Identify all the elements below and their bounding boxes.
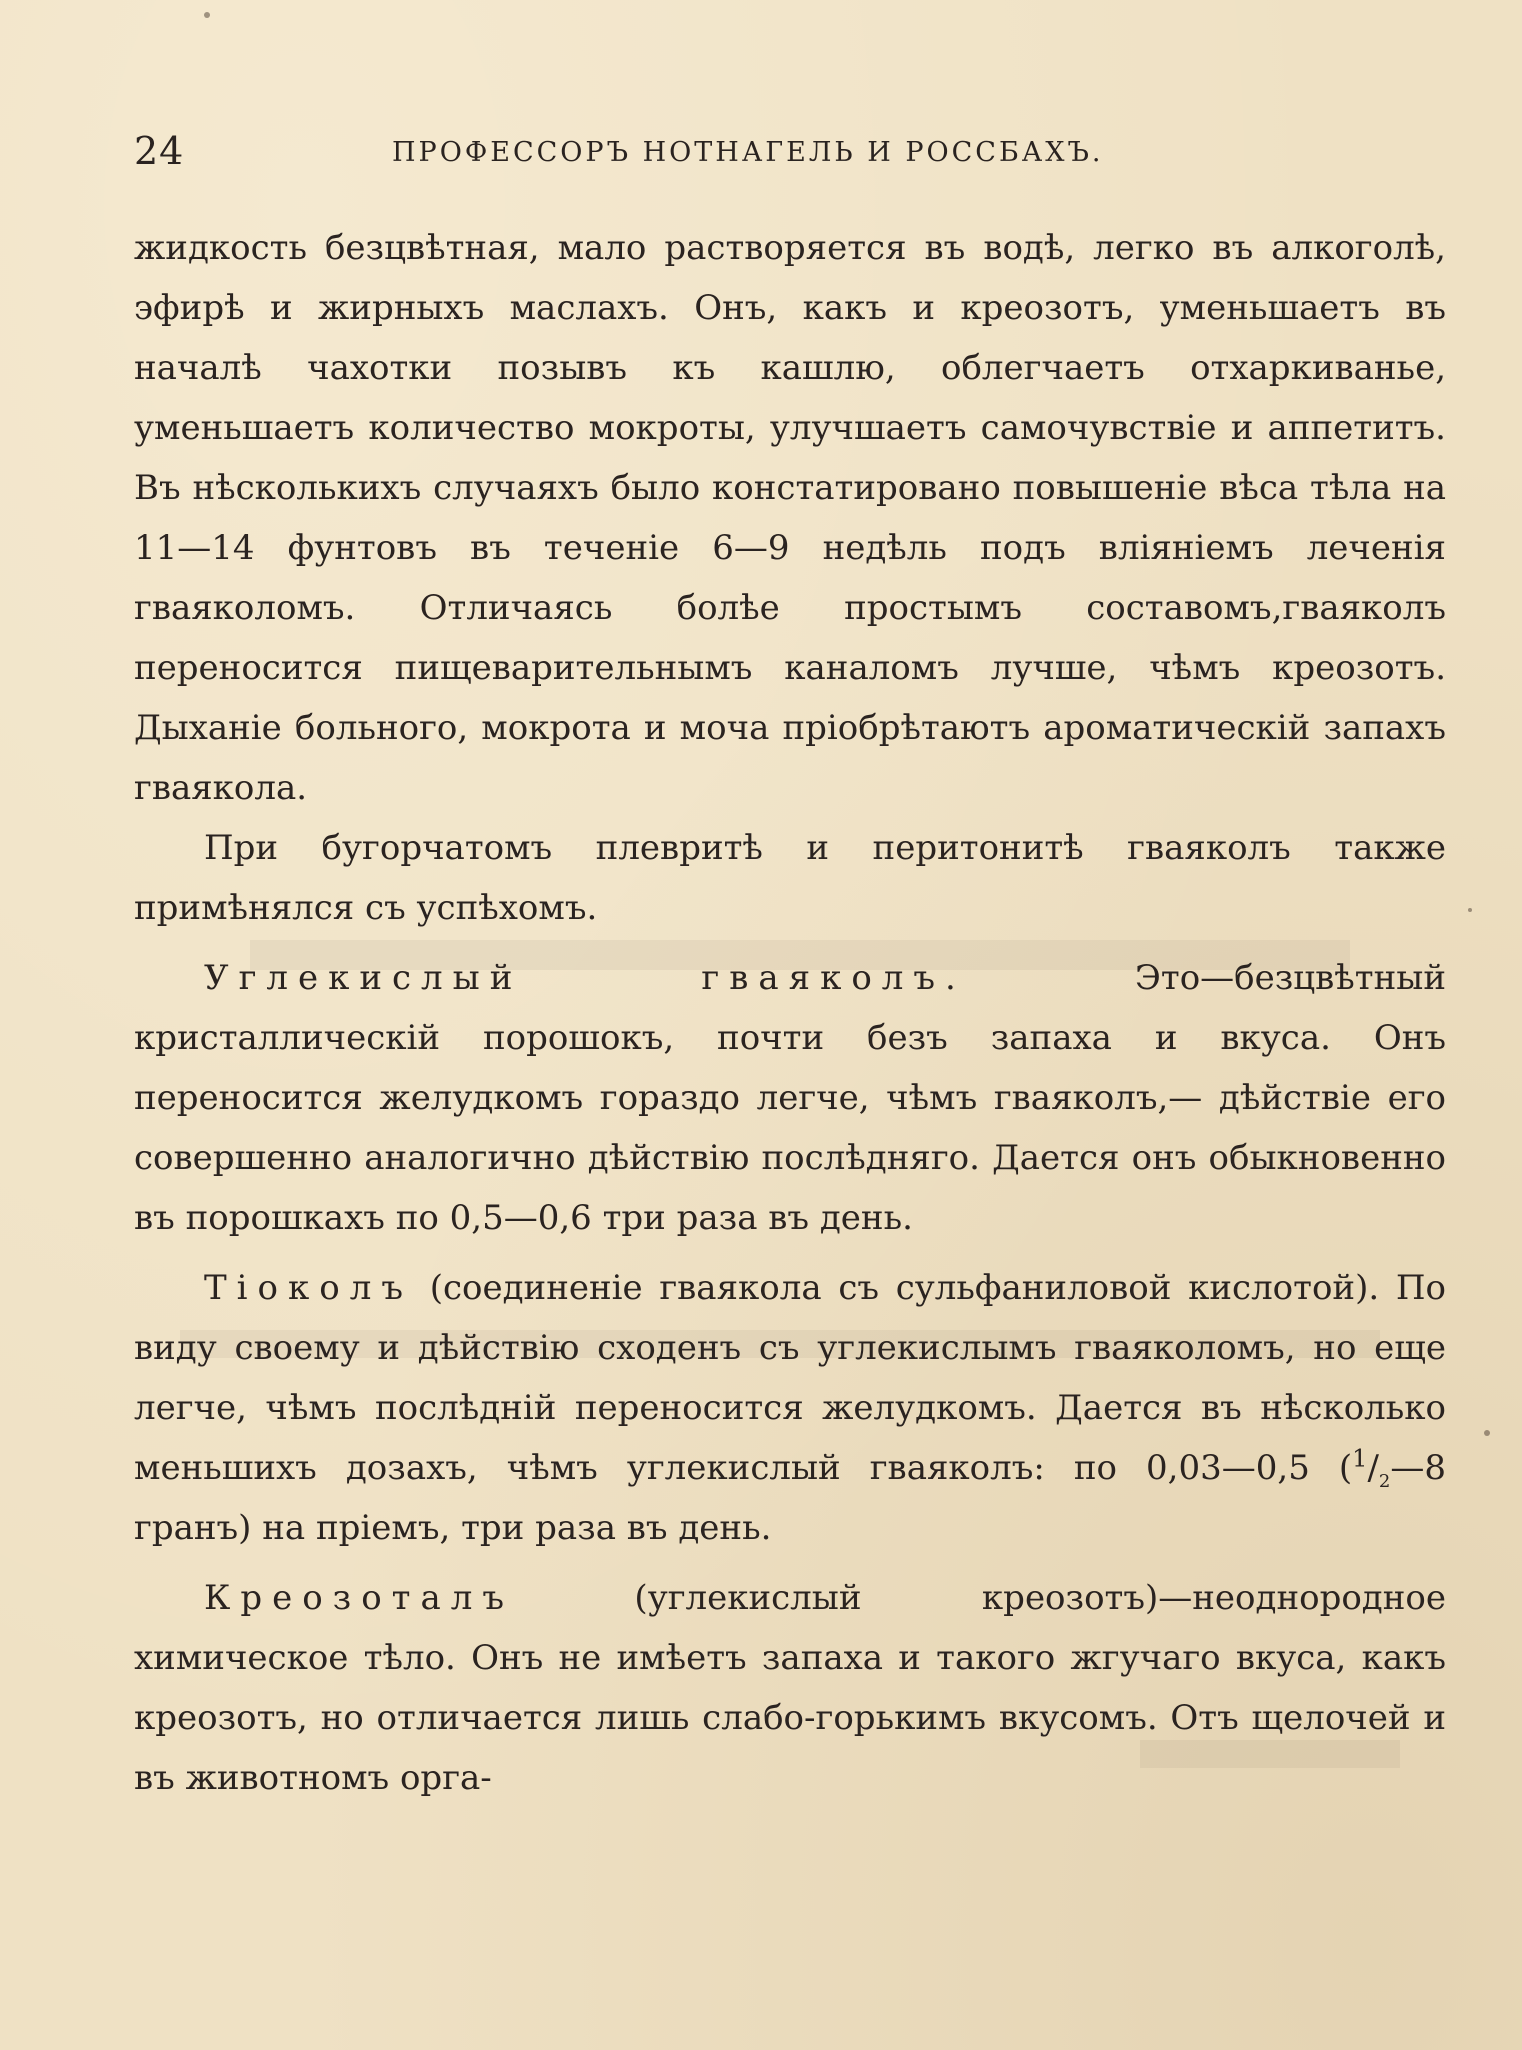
- fraction-numerator: 1: [1352, 1444, 1368, 1473]
- ink-speck: [204, 12, 210, 18]
- running-head: ПРОФЕССОРЪ НОТНАГЕЛЬ И РОССБАХЪ.: [392, 137, 1104, 168]
- term-heading: Креозоталъ: [204, 1578, 514, 1618]
- paragraph-text: —8 гранъ) на пріемъ, три раза въ день.: [134, 1448, 1446, 1548]
- paragraph-text: (углекислый креозотъ)—неоднородное химическое тѣло. Онъ не имѣетъ запаха и такого жгучаго вкуса, какъ креозотъ, но отличается лишь слабо-горькимъ вкусомъ. Отъ щелочей и въ животномъ орга-: [134, 1578, 1446, 1798]
- paragraph-text: Это—безцвѣтный кристаллическій порошокъ, почти безъ запаха и вкуса. Онъ переносится желудкомъ гораздо легче, чѣмъ гваяколъ,— дѣйствіе его совершенно аналогично дѣйствію послѣдняго. Дается онъ обыкновенно въ порошкахъ по 0,5—0,6 три раза въ день.: [134, 958, 1446, 1238]
- paragraph-carbonate-guaiacol: [134, 948, 1446, 1248]
- page-header: [134, 128, 1454, 178]
- paragraph-guaiacol-properties: [134, 218, 1446, 818]
- paragraph-text: жидкость безцвѣтная, мало растворяется въ водѣ, легко въ алкоголѣ, эфирѣ и жирныхъ маслахъ. Онъ, какъ и креозотъ, уменьшаетъ въ началѣ чахотки позывъ къ кашлю, облегчаетъ отхаркиванье, уменьшаетъ количество мокроты, улучшаетъ самочувствіе и аппетитъ. Въ нѣсколькихъ случаяхъ было констатировано повышеніе вѣса тѣла на 11—14 фунтовъ въ теченіе 6—9 недѣль подъ вліяніемъ леченія гваяколомъ. Отличаясь болѣе простымъ составомъ,гваяколъ переносится пищеварительнымъ каналомъ лучше, чѣмъ креозотъ. Дыханіе больного, мокрота и моча пріобрѣтаютъ ароматическій запахъ гваякола.: [134, 228, 1446, 808]
- ink-speck: [1484, 1430, 1490, 1436]
- paragraph-text: (соединеніе гваякола съ сульфаниловой кислотой). По виду своему и дѣйствію сходенъ съ углекислымъ гваяколомъ, но еще легче, чѣмъ послѣдній переносится желудкомъ. Дается въ нѣсколько меньшихъ дозахъ, чѣмъ углекислый гваяколъ: по 0,03—0,5 (: [134, 1268, 1446, 1488]
- term-heading: Тіоколъ: [204, 1268, 413, 1308]
- fraction-denominator: 2: [1378, 1470, 1391, 1492]
- paragraph-text: При бугорчатомъ плевритѣ и перитонитѣ гваяколъ также примѣнялся съ успѣхомъ.: [134, 828, 1446, 928]
- term-heading: Углекислый гваяколъ.: [204, 958, 966, 998]
- body-text: [134, 218, 1446, 1808]
- paragraph-pleurisy: [134, 818, 1446, 938]
- ink-speck: [1468, 908, 1472, 912]
- page-number: 24: [134, 129, 185, 173]
- paragraph-creosotal: [134, 1568, 1446, 1808]
- paragraph-thiocol: Тіоколъ (соединеніе гваякола съ сульфаниловой кислотой). По виду своему и дѣйствію сходенъ съ углекислымъ гваяколомъ, но еще легче, чѣмъ послѣдній переносится желудкомъ. Дается въ нѣсколько меньшихъ дозахъ, чѣмъ углекислый гваяколъ: по 0,03—0,5 ($^1/_2—8$ гранъ) на пріемъ, три раза въ день.: [134, 1268, 1446, 1548]
